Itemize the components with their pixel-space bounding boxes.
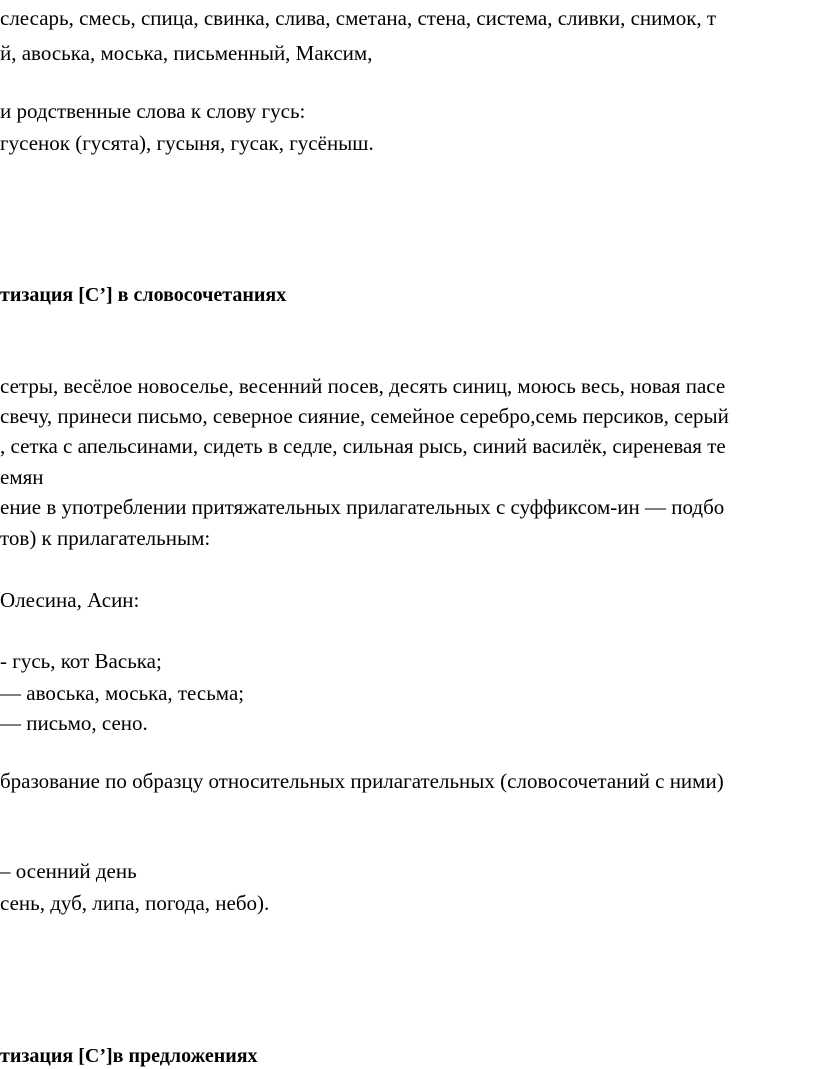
section-heading-phrases: тизация [С’] в словосочетаниях xyxy=(0,284,287,306)
text-line-15: бразование по образцу относительных прилагательных (словосочетаний с ними) xyxy=(0,769,724,793)
text-line-16: – осенний день xyxy=(0,859,137,883)
text-line-17: сень, дуб, липа, погода, небо). xyxy=(0,891,270,915)
text-line-7: , сетка с апельсинами, сидеть в седле, сильная рысь, синий василёк, сиреневая те xyxy=(0,434,726,458)
text-line-14: — письмо, сено. xyxy=(0,711,148,735)
text-line-6: свечу, принеси письмо, северное сияние, семейное серебро,семь персиков, серый xyxy=(0,404,729,428)
text-line-4: гусенок (гусята), гусыня, гусак, гусёныш. xyxy=(0,131,374,155)
section-heading-sentences: тизация [С’]в предложениях xyxy=(0,1045,258,1067)
text-line-5: сетры, весёлое новоселье, весенний посев, десять синиц, моюсь весь, новая пасе xyxy=(0,374,726,398)
text-line-13: — авоська, моська, тесьма; xyxy=(0,681,245,705)
text-line-1: слесарь, смесь, спица, свинка, слива, сметана, стена, система, сливки, снимок, т xyxy=(0,6,717,30)
text-line-12: - гусь, кот Васька; xyxy=(0,649,162,673)
text-line-9: ение в употреблении притяжательных прилагательных с суффиксом-ин — подбо xyxy=(0,495,725,519)
text-line-10: тов) к прилагательным: xyxy=(0,526,211,550)
text-line-8: емян xyxy=(0,465,44,489)
text-line-2: й, авоська, моська, письменный, Максим, xyxy=(0,41,373,65)
text-line-11: Олесина, Асин: xyxy=(0,588,140,612)
text-line-3: и родственные слова к слову гусь: xyxy=(0,99,306,123)
